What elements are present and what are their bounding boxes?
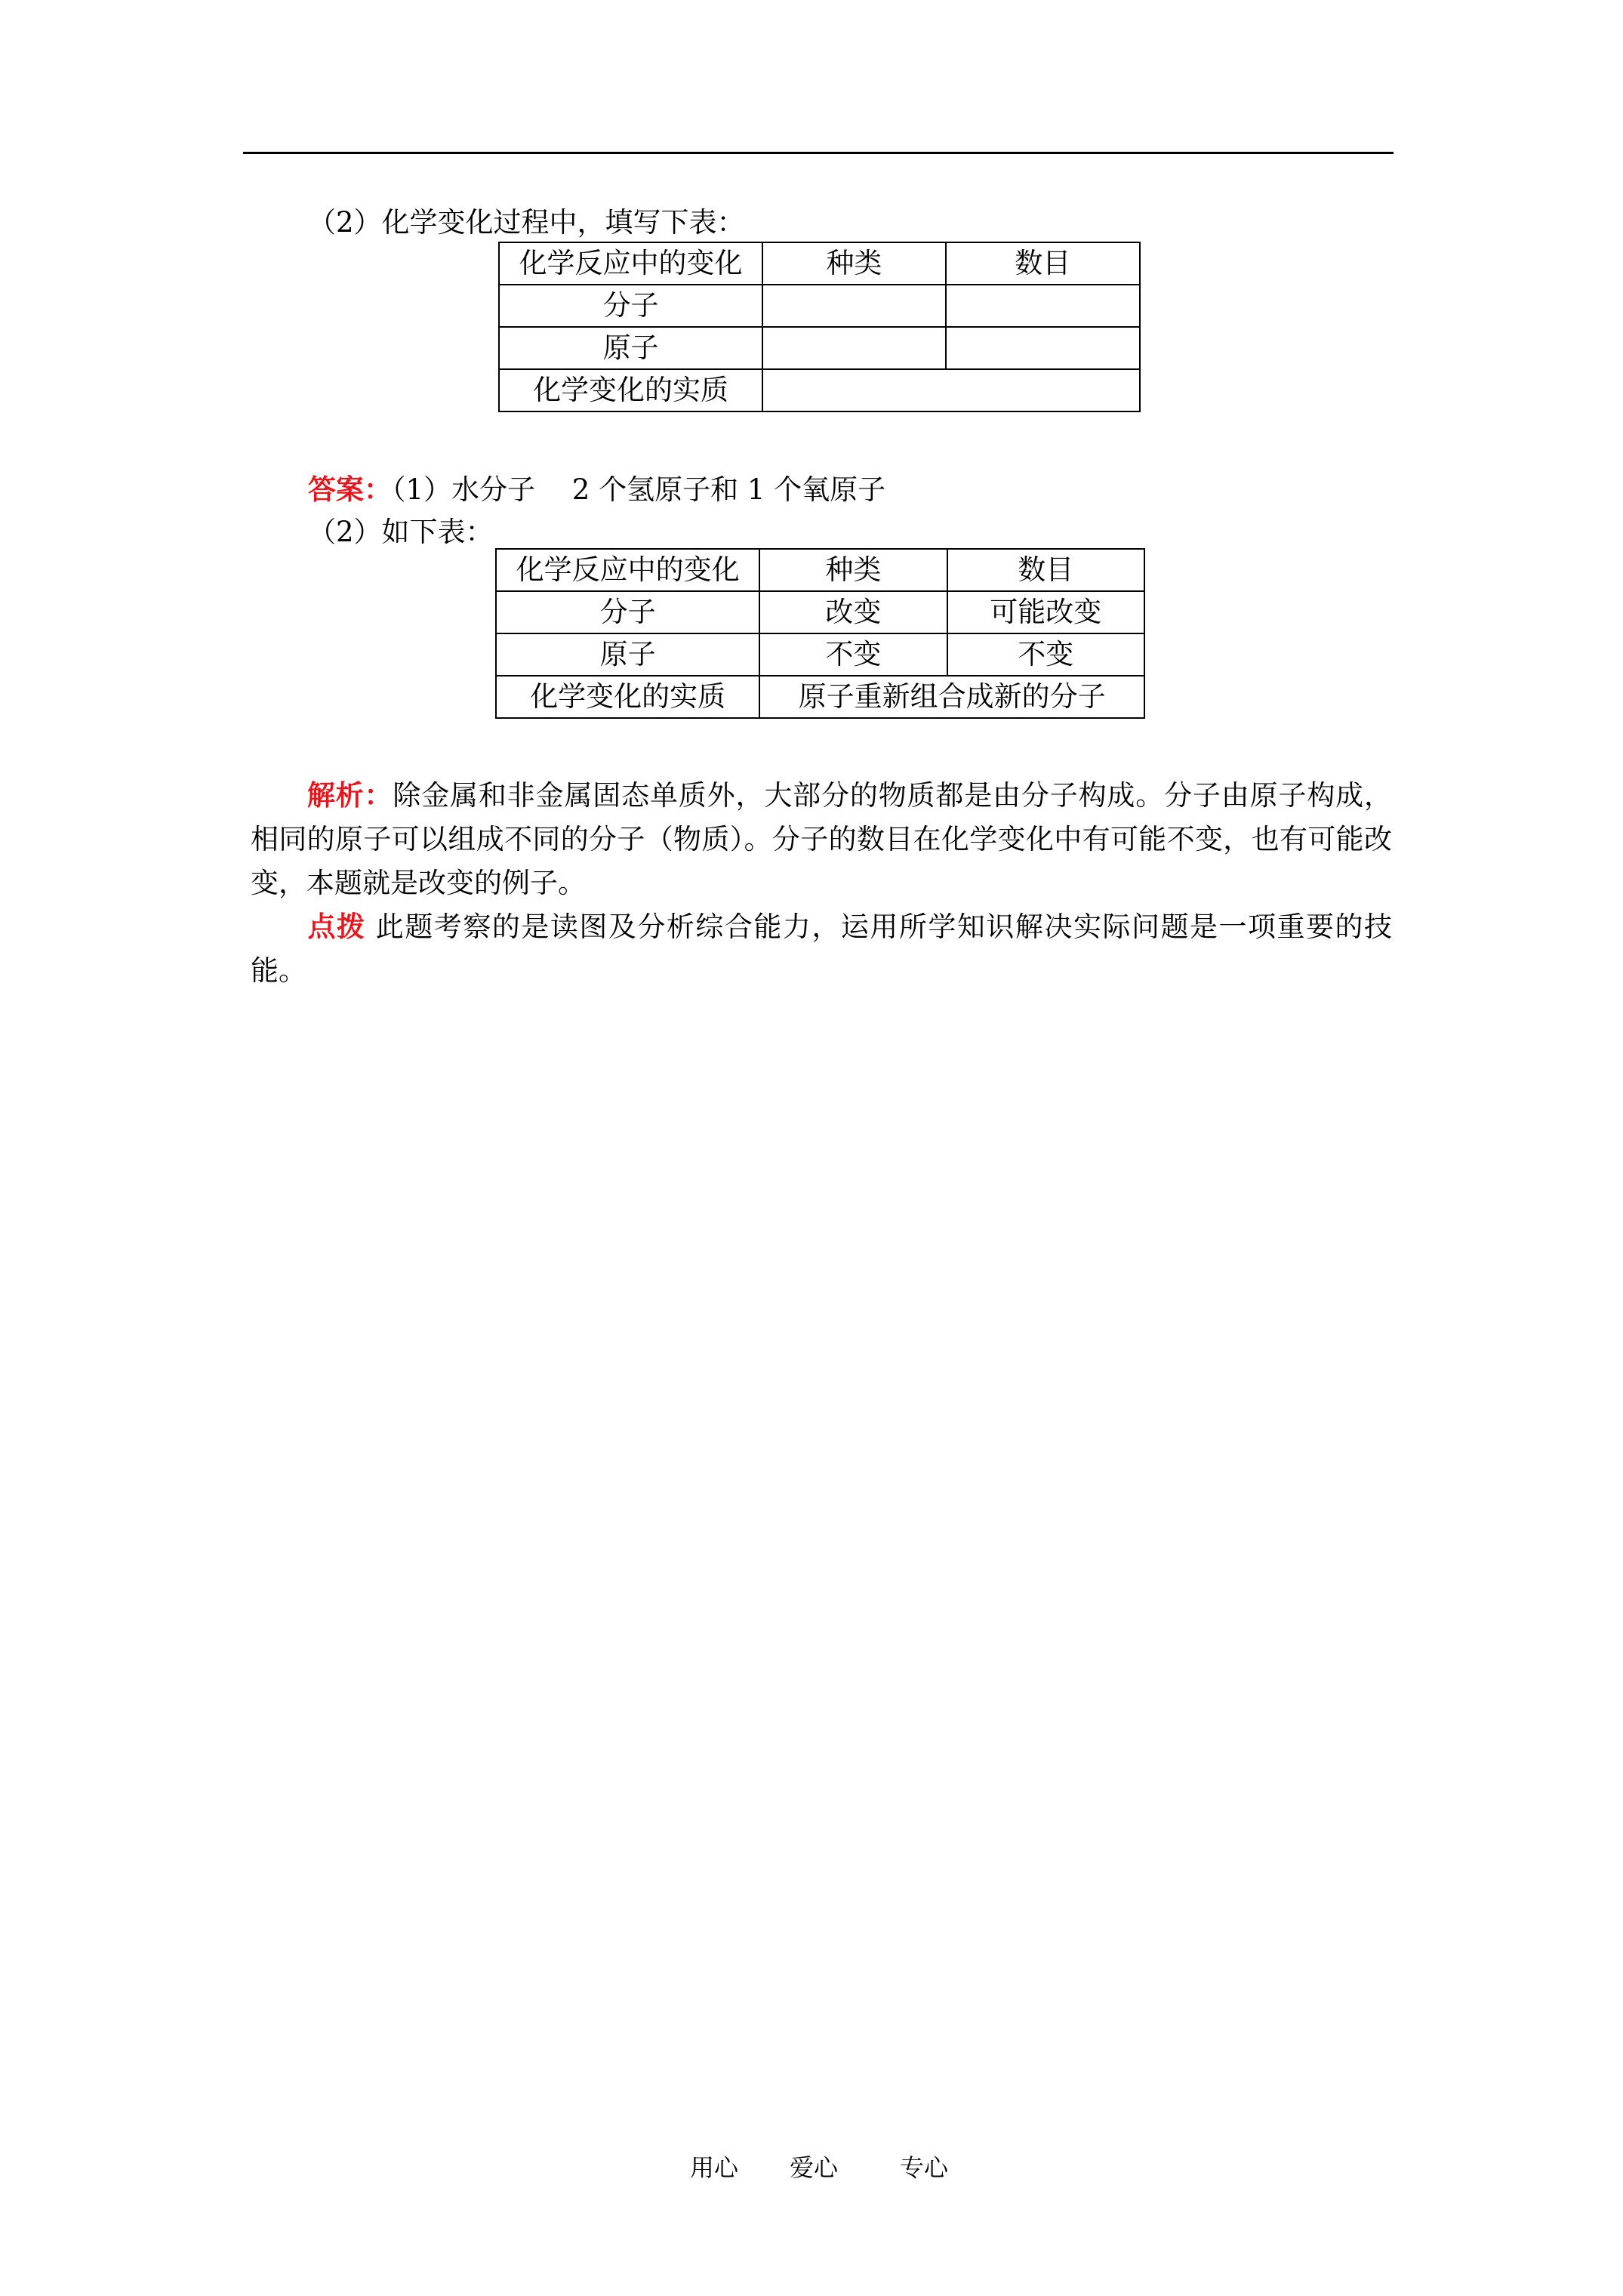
table-row bbox=[496, 633, 1144, 676]
table-cell-blank bbox=[946, 327, 1140, 369]
analysis-paragraph bbox=[251, 773, 1392, 905]
table-row bbox=[499, 285, 1140, 327]
table-cell: 原子 bbox=[496, 633, 759, 676]
table-cell-blank bbox=[762, 285, 945, 327]
table-row bbox=[499, 242, 1140, 285]
table-cell: 不变 bbox=[947, 633, 1144, 676]
footer-text: 专心 bbox=[900, 2153, 949, 2182]
table-header-cell: 化学反应中的变化 bbox=[499, 242, 762, 285]
table-header-cell: 种类 bbox=[762, 242, 945, 285]
tip-label: 点拨 bbox=[306, 910, 366, 943]
table-row bbox=[496, 676, 1144, 718]
answer-line-1 bbox=[308, 470, 885, 510]
table-header-cell: 种类 bbox=[759, 549, 947, 591]
table-cell: 改变 bbox=[759, 591, 947, 633]
answer-line-2: （2）如下表： bbox=[308, 516, 494, 548]
blank-table bbox=[498, 242, 1141, 412]
table-cell-blank bbox=[762, 369, 1140, 411]
analysis-label: 解析： bbox=[306, 778, 393, 812]
table-row bbox=[499, 327, 1140, 369]
table-header-cell: 数目 bbox=[946, 242, 1140, 285]
header-rule bbox=[243, 152, 1394, 154]
table-header-cell: 化学反应中的变化 bbox=[496, 549, 759, 591]
footer-text: 用心 bbox=[690, 2153, 739, 2182]
table-cell: 不变 bbox=[759, 633, 947, 676]
analysis-text: 除金属和非金属固态单质外，大部分的物质都是由分子构成。分子由原子构成，相同的原子可以组成不同的分子（物质）。分子的数目在化学变化中有可能不变，也有可能改变，本题就是改变的例子。 bbox=[251, 779, 1393, 899]
question-2-prompt: （2）化学变化过程中，填写下表： bbox=[308, 206, 745, 239]
answer-table bbox=[495, 548, 1145, 719]
table-row bbox=[496, 591, 1144, 633]
table-cell: 分子 bbox=[499, 285, 762, 327]
table-row bbox=[496, 549, 1144, 591]
table-cell: 可能改变 bbox=[947, 591, 1144, 633]
footer-text: 爱心 bbox=[790, 2153, 839, 2182]
tip-paragraph bbox=[251, 905, 1392, 993]
tip-text: 此题考察的是读图及分析综合能力，运用所学知识解决实际问题是一项重要的技能。 bbox=[251, 911, 1393, 987]
table-header-cell: 数目 bbox=[947, 549, 1144, 591]
table-cell: 原子重新组合成新的分子 bbox=[759, 676, 1144, 718]
table-row bbox=[499, 369, 1140, 411]
table-cell-blank bbox=[762, 327, 945, 369]
answer-part-1: （1）水分子 2 个氢原子和 1 个氧原子 bbox=[392, 473, 886, 506]
table-cell: 化学变化的实质 bbox=[496, 676, 759, 718]
table-cell: 化学变化的实质 bbox=[499, 369, 762, 411]
table-cell-blank bbox=[946, 285, 1140, 327]
table-cell: 分子 bbox=[496, 591, 759, 633]
answer-label: 答案： bbox=[308, 473, 392, 506]
table-cell: 原子 bbox=[499, 327, 762, 369]
